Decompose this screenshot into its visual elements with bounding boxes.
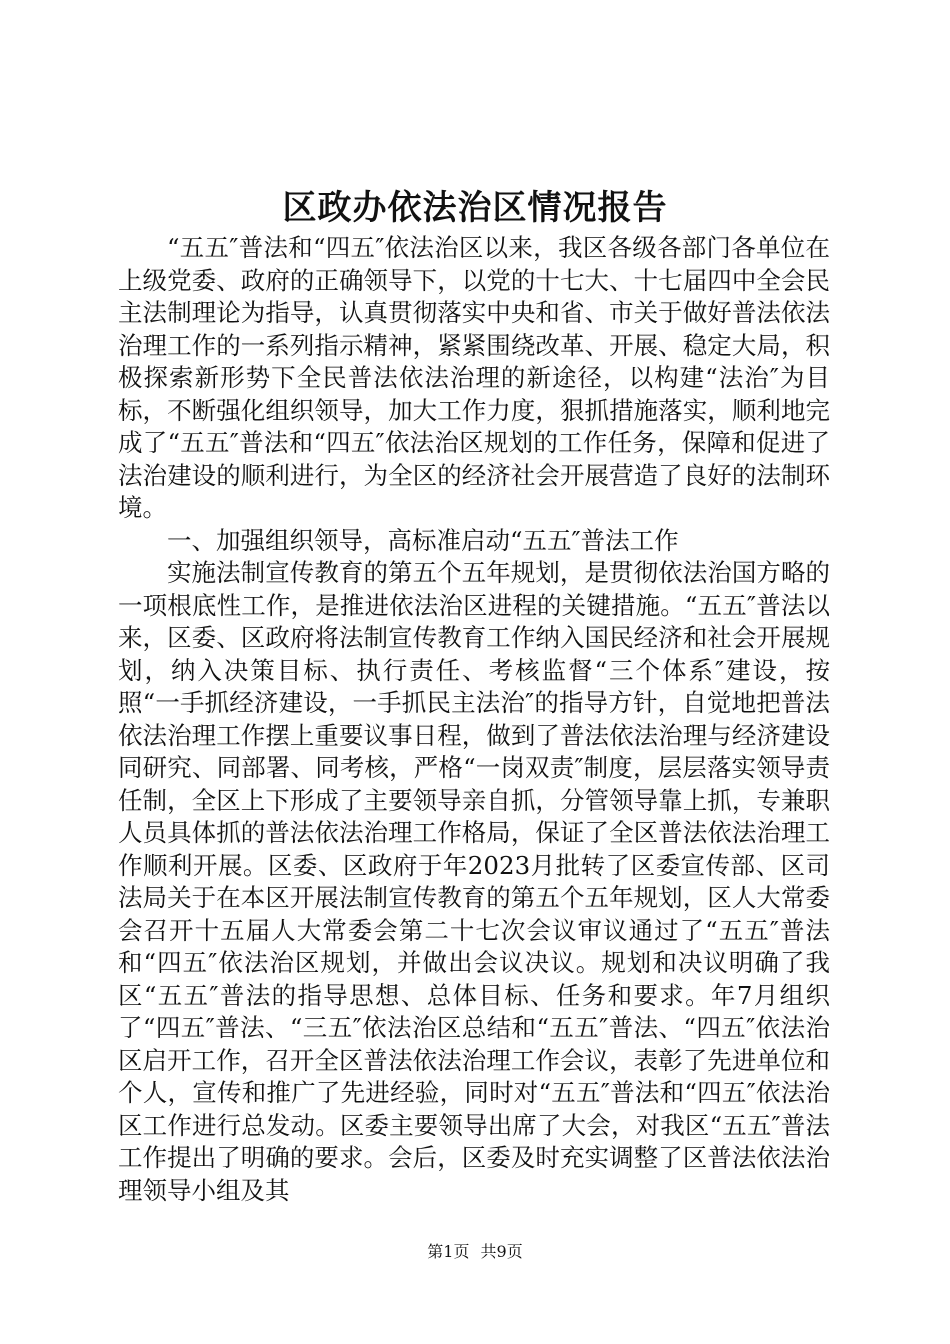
paragraph-section-1: 实施法制宣传教育的第五个五年规划，是贯彻依法治国方略的一项根底性工作，是推进依法治区进程的关键措施。“五五″普法以来，区委、区政府将法制宣传教育工作纳入国民经济和社会开展规划，纳入决策目标、执行责任、考核监督“三个体系″建设，按照“一手抓经济建设，一手抓民主法治″的指导方针，自觉地把普法依法治理工作摆上重要议事日程，做到了普法依法治理与经济建设同研究、同部署、同考核，严格“一岗双责″制度，层层落实领导责任制，全区上下形成了主要领导亲自抓，分管领导靠上抓，专兼职人员具体抓的普法依法治理工作格局，保证了全区普法依法治理工作顺利开展。区委、区政府于年2023月批转了区委宣传部、区司法局关于在本区开展法制宣传教育的第五个五年规划，区人大常委会召开十五届人大常委会第二十七次会议审议通过了“五五″普法和“四五″依法治区规划，并做出会议决议。规划和决议明确了我区“五五″普法的指导思想、总体目标、任务和要求。年7月组织了“四五″普法、“三五″依法治区总结和“五五″普法、“四五″依法治区启开工作，召开全区普法依法治理工作会议，表彰了先进单位和个人，宣传和推广了先进经验，同时对“五五″普法和“四五″依法治区工作进行总发动。区委主要领导出席了大会，对我区“五五″普法工作提出了明确的要求。会后，区委及时充实调整了区普法依法治理领导小组及其	[118, 558, 830, 1205]
paragraph-intro: “五五″普法和“四五″依法治区以来，我区各级各部门各单位在上级党委、政府的正确领导下，以党的十七大、十七届四中全会民主法制理论为指导，认真贯彻落实中央和省、市关于做好普法依法治理工作的一系列指示精神，紧紧围绕改革、开展、稳定大局，积极探索新形势下全民普法依法治理的新途径，以构建“法治″为目标，不断强化组织领导，加大工作力度，狠抓措施落实，顺利地完成了“五五″普法和“四五″依法治区规划的工作任务，保障和促进了法治建设的顺利进行，为全区的经济社会开展营造了良好的法制环境。	[118, 233, 830, 522]
document-title: 区政办依法治区情况报告	[282, 188, 668, 228]
document-body	[118, 232, 830, 1207]
page-footer	[0, 1240, 950, 1264]
section-heading-1: 一、加强组织领导，高标准启动“五五″普法工作	[167, 525, 679, 555]
page-number: 第1页	[427, 1242, 470, 1261]
page-total: 共9页	[480, 1242, 523, 1261]
